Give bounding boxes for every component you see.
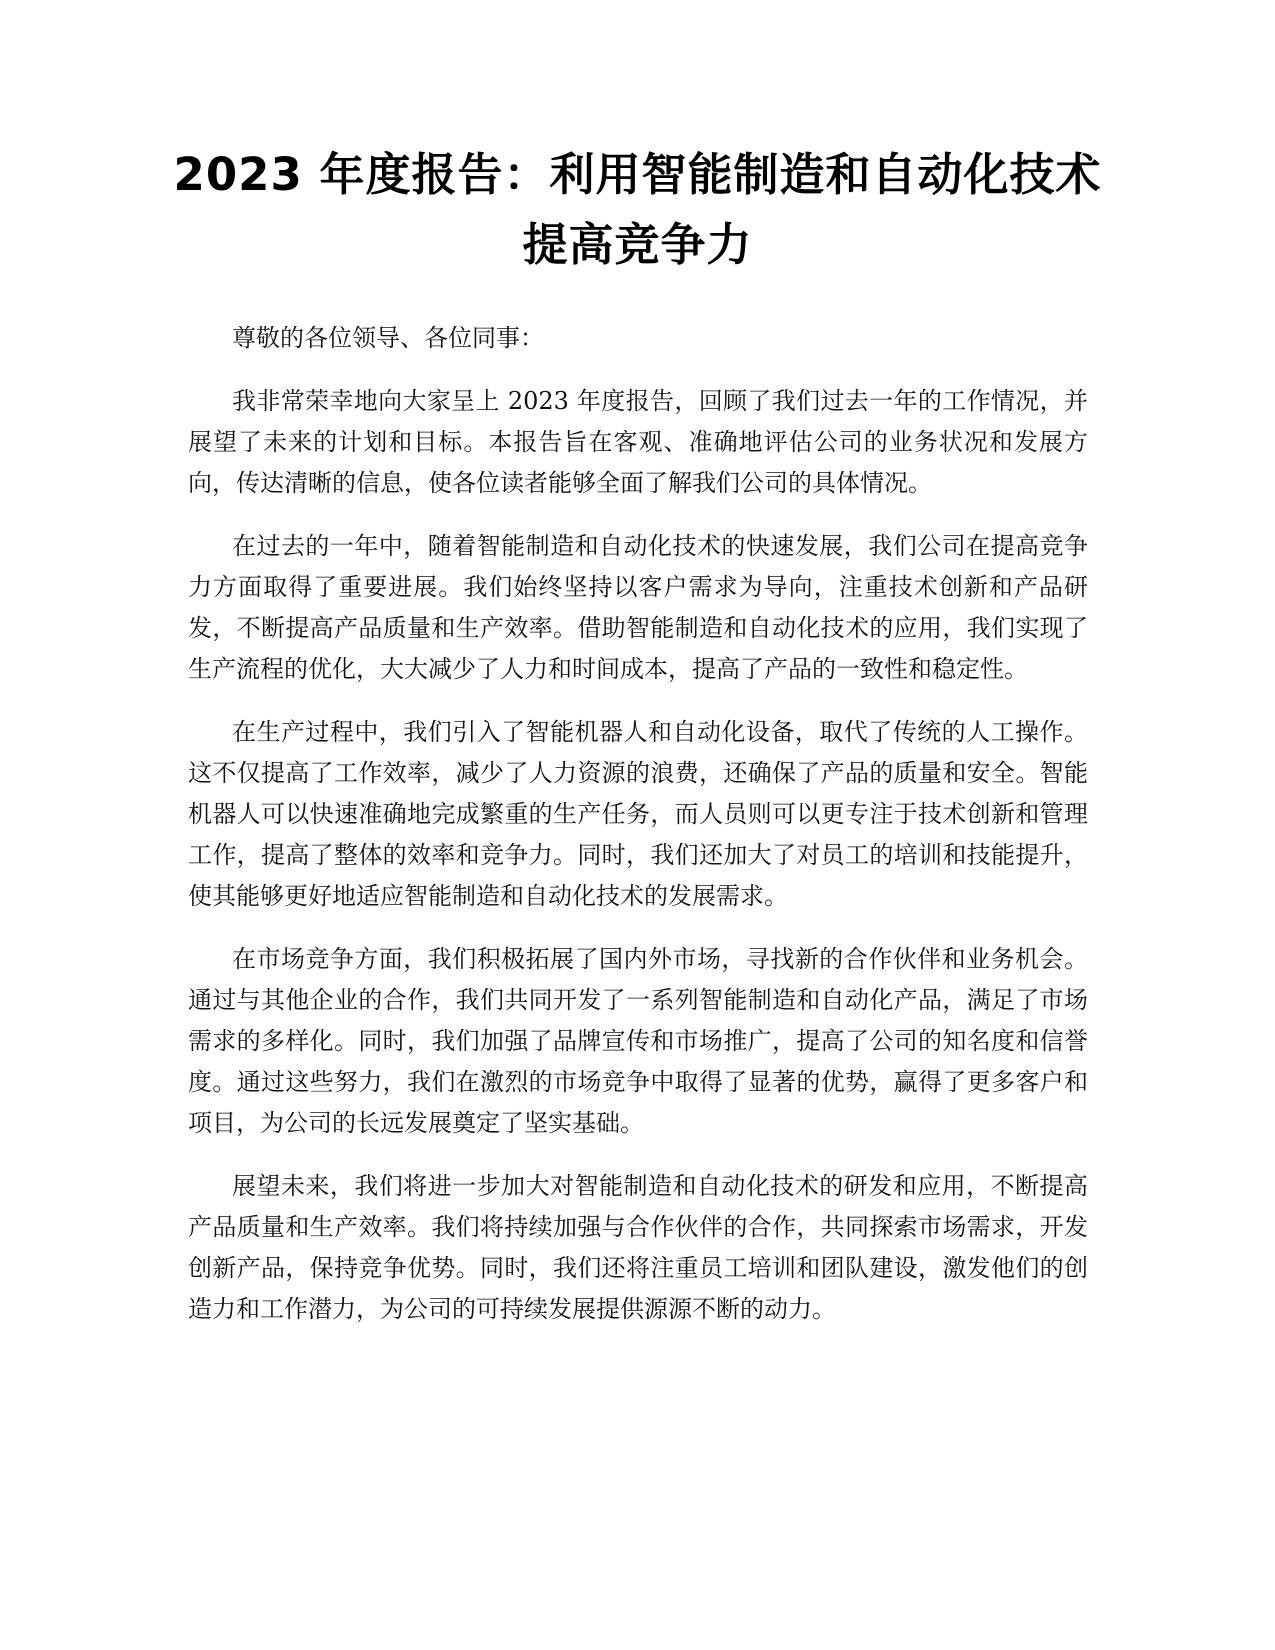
salutation: 尊敬的各位领导、各位同事： bbox=[232, 324, 544, 352]
title-line-1: 2023 年度报告：利用智能制造和自动化技术 bbox=[173, 148, 1102, 201]
title-line-2: 提高竞争力 bbox=[522, 218, 753, 271]
paragraph-outlook: 展望未来，我们将进一步加大对智能制造和自动化技术的研发和应用，不断提高产品质量和生产效率。我们将持续加强与合作伙伴的合作，共同探索市场需求，开发创新产品，保持竞争优势。同时，我们还将注重员工培训和团队建设，激发他们的创造力和工作潜力，为公司的可持续发展提供源源不断的动力。 bbox=[188, 1172, 1088, 1323]
paragraph-progress: 在过去的一年中，随着智能制造和自动化技术的快速发展，我们公司在提高竞争力方面取得了重要进展。我们始终坚持以客户需求为导向，注重技术创新和产品研发，不断提高产品质量和生产效率。借助智能制造和自动化技术的应用，我们实现了生产流程的优化，大大减少了人力和时间成本，提高了产品的一致性和稳定性。 bbox=[188, 532, 1088, 683]
document-body bbox=[188, 318, 1088, 1352]
paragraph-production: 在生产过程中，我们引入了智能机器人和自动化设备，取代了传统的人工操作。这不仅提高了工作效率，减少了人力资源的浪费，还确保了产品的质量和安全。智能机器人可以快速准确地完成繁重的生产任务，而人员则可以更专注于技术创新和管理工作，提高了整体的效率和竞争力。同时，我们还加大了对员工的培训和技能提升，使其能够更好地适应智能制造和自动化技术的发展需求。 bbox=[188, 718, 1088, 910]
paragraph-market: 在市场竞争方面，我们积极拓展了国内外市场，寻找新的合作伙伴和业务机会。通过与其他企业的合作，我们共同开发了一系列智能制造和自动化产品，满足了市场需求的多样化。同时，我们加强了品牌宣传和市场推广，提高了公司的知名度和信誉度。通过这些努力，我们在激烈的市场竞争中取得了显著的优势，赢得了更多客户和项目，为公司的长远发展奠定了坚实基础。 bbox=[188, 945, 1088, 1137]
paragraph-intro: 我非常荣幸地向大家呈上 2023 年度报告，回顾了我们过去一年的工作情况，并展望了未来的计划和目标。本报告旨在客观、准确地评估公司的业务状况和发展方向，传达清晰的信息，使各位读者能够全面了解我们公司的具体情况。 bbox=[188, 387, 1088, 497]
document-title bbox=[150, 140, 1125, 280]
